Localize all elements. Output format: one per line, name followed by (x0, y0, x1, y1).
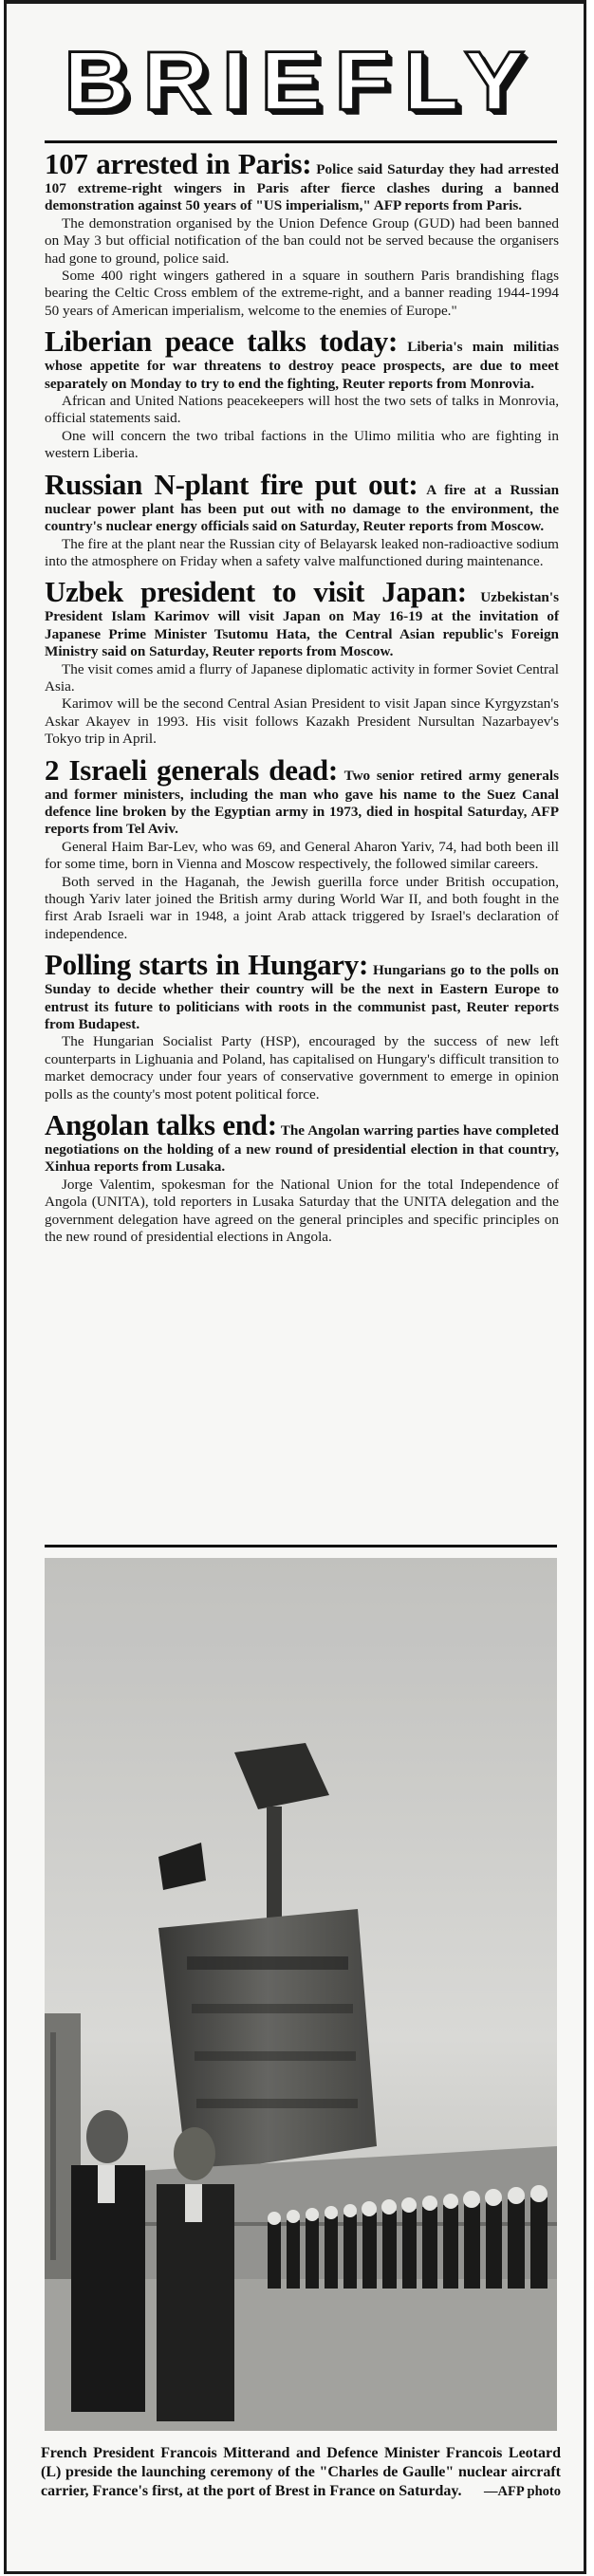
top-border (7, 0, 584, 4)
story-hungary-polling (45, 949, 559, 1103)
caption-text: French President Francois Mitterand and Defence Minister Francois Leotard (L) preside the launching ceremony of the "Charles de Gaulle" nuclear aircraft carrier, France's first, at the port of Brest in France on Saturday. (41, 2445, 561, 2499)
story-liberia-talks (45, 325, 559, 462)
photo-caption (41, 2444, 561, 2501)
story-paragraph: The fire at the plant near the Russian city of Belayarsk leaked non-radioactive sodium into the atmosphere on Friday when a safety valve malfunctioned during maintenance. (45, 535, 559, 569)
story-lead: A fire at a Russian nuclear power plant has been put out with no damage to the environment, the country's nuclear energy officials said on Saturday, Reuter reports from Moscow. (45, 481, 560, 535)
masthead-rule (45, 140, 557, 143)
story-paragraph: Both served in the Haganah, the Jewish guerilla force under British occupation, though Yariv later joined the British army during World War II, and both fought in the first Arab Israeli war in 1948, a joint Arab attack triggered by Israel's declaration of independence. (45, 873, 559, 942)
news-photo (45, 1558, 557, 2431)
story-paragraph: One will concern the two tribal factions in the Ulimo militia who are fighting in western Liberia. (45, 427, 559, 462)
masthead (48, 36, 553, 127)
story-israeli-generals (45, 754, 559, 944)
story-headline: 2 Israeli generals dead: (45, 752, 338, 787)
story-headline: Angolan talks end: (45, 1108, 277, 1142)
story-headline: Liberian peace talks today: (45, 324, 399, 359)
newspaper-column (4, 0, 586, 2574)
story-uzbek-japan (45, 576, 559, 748)
story-paragraph: The visit comes amid a flurry of Japanese diplomatic activity in former Soviet Central Asia. (45, 660, 559, 695)
carrier-launch-photo (45, 1558, 557, 2431)
photo-top-rule (45, 1545, 557, 1547)
story-headline: 107 arrested in Paris: (45, 147, 312, 180)
masthead-title: BRIEFLY (64, 34, 538, 128)
story-lead: Uzbekistan's President Islam Karimov will visit Japan on May 16-19 at the invitation of Japanese Prime Minister Tsutomu Hata, the Central Asian republic's Foreign Ministry said on Saturday, Reuter reports from Moscow. (45, 589, 559, 660)
story-paragraph: The Hungarian Socialist Party (HSP), encouraged by the success of new left counterparts in Lighuania and Poland, has capitalised on Hungary's difficult transition to market democracy under four years of conservative government to emerge in opinion polls as the county's most potent political force. (45, 1033, 559, 1103)
story-lead: Police said Saturday they had arrested 107 extreme-right wingers in Paris after fierce clashes during a banned demonstration against 50 years of "US imperialism," AFP reports from Paris. (45, 161, 560, 214)
story-paragraph: African and United Nations peacekeepers will host the two sets of talks in Monrovia, official statements said. (45, 393, 559, 427)
story-paragraph: The demonstration organised by the Union Defence Group (GUD) had been banned on May 3 but official notification of the ban could not be served because the organisers had gone to ground, police said. (45, 214, 559, 267)
briefs-list (45, 148, 559, 1252)
story-headline: Polling starts in Hungary: (45, 948, 368, 982)
story-paragraph: Jorge Valentim, spokesman for the National Union for the total Independence of Angola (UNITA), told reporters in Lusaka Saturday that the UNITA delegation and the government delegation have agreed on the general principles and specific principles on the new round of presidential elections in Angola. (45, 1176, 559, 1246)
story-lead: Two senior retired army generals and former ministers, including the man who gave his name to the Suez Canal defence line broken by the Egyptian army in 1973, died in hospital Saturday, AFP reports from Tel Aviv. (45, 767, 559, 838)
story-paragraph: Karimov will be the second Central Asian President to visit Japan since Kyrgyzstan's Askar Akayev in 1993. His visit follows Kazakh President Nursultan Nazarbayev's Tokyo trip in April. (45, 695, 559, 748)
story-paragraph: Some 400 right wingers gathered in a square in southern Paris brandishing flags bearing the Celtic Cross emblem of the extreme-right, and a banner reading 1944-1994 50 years of American imperialism, welcome to the enemies of Europe." (45, 268, 559, 319)
story-lead: The Angolan warring parties have completed negotiations on the holding of a new round of presidential election in that country, Xinhua reports from Lusaka. (45, 1122, 559, 1176)
story-lead: Liberia's main militias whose appetite for war threatens to destroy peace prospects, are due to meet separately on Monday to try to end the fighting, Reuter reports from Monrovia. (45, 339, 560, 392)
bottom-border (7, 2571, 584, 2574)
story-paris-arrests (45, 148, 559, 320)
story-paragraph: General Haim Bar-Lev, who was 69, and General Aharon Yariv, 74, had both been ill for some time, born in Vienna and Moscow respectively, the followed similar careers. (45, 838, 559, 873)
story-lead: Hungarians go to the polls on Sunday to decide whether their country will be the next in Eastern Europe to entrust its future to politicians with roots in the communist past, Reuter reports from Budapest. (45, 962, 559, 1033)
story-headline: Russian N-plant fire put out: (45, 467, 418, 501)
story-russia-nplant (45, 469, 559, 571)
story-headline: Uzbek president to visit Japan: (45, 575, 467, 609)
story-angola-talks (45, 1109, 559, 1246)
photo-credit: —AFP photo (484, 2484, 561, 2499)
